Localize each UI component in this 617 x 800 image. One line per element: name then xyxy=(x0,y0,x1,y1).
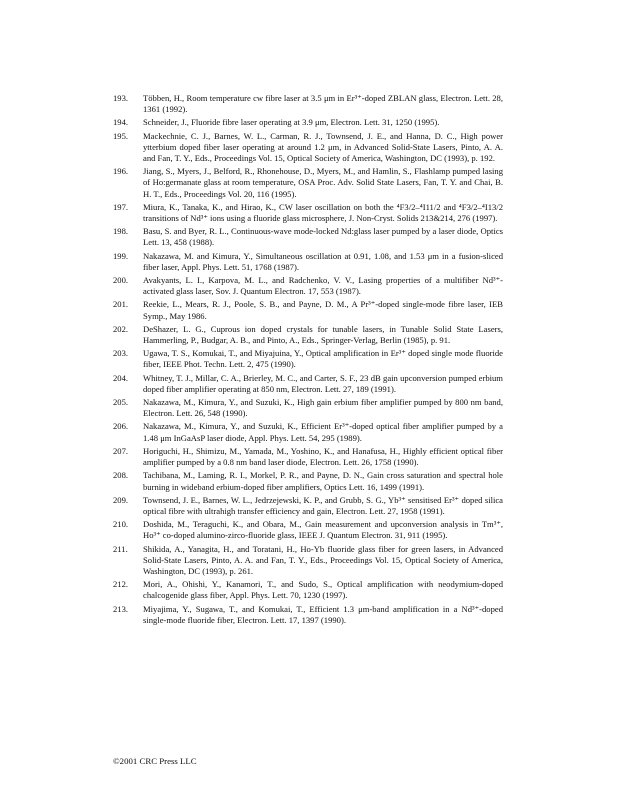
reference-number: 199. xyxy=(113,250,129,261)
reference-number: 197. xyxy=(113,201,129,212)
reference-item xyxy=(113,226,503,248)
reference-number: 200. xyxy=(113,275,129,286)
reference-text: Ugawa, T. S., Komukai, T., and Miyajuina, Y., Optical amplification in Er³⁺ doped single mode fluoride fiber, IEEE Phot. Techn. Lett. 2, 475 (1990). xyxy=(143,348,503,370)
reference-item xyxy=(113,275,503,297)
reference-item xyxy=(113,166,503,200)
reference-text: Nakazawa, M., Kimura, Y., and Suzuki, K., High gain erbium fiber amplifier pumped by 800 nm band, Electron. Lett. 26, 548 (1990). xyxy=(143,397,503,419)
reference-text: Miura, K., Tanaka, K., and Hirao, K., CW laser oscillation on both the ⁴F3/2–⁴I11/2 and ⁴F3/2–⁴I13/2 transitions of Nd³⁺ ions using a fluoride glass microsphere, J. Non-Cryst. Solids 213&214, 276 (1997). xyxy=(143,201,503,224)
reference-number: 209. xyxy=(113,494,129,505)
reference-text: Shikida, A., Yanagita, H., and Toratani, H., Ho-Yb fluoride glass fiber for green lasers, in Advanced Solid-State Lasers, Pinto, A. A. and Fan, T. Y., Eds., Proceedings Vol. 15, Optical Society of America, Washington, DC (1993), p. 261. xyxy=(143,543,503,576)
reference-number: 195. xyxy=(113,130,129,141)
reference-item xyxy=(113,519,503,541)
reference-text: Nakazawa, M. and Kimura, Y., Simultaneous oscillation at 0.91, 1.08, and 1.53 μm in a fusion-sliced fiber laser, Appl. Phys. Lett. 51, 1768 (1987). xyxy=(143,250,503,272)
reference-number: 203. xyxy=(113,348,129,359)
reference-text: Townsend, J. E., Barnes, W. L., Jedrzejewski, K. P., and Grubb, S. G., Yb³⁺ sensitised Er³⁺ doped silica optical fibre with ultrahigh transfer efficiency and gain, Electron. Lett. 27, 1958 (1991). xyxy=(143,494,503,516)
reference-item xyxy=(113,604,503,626)
reference-number: 210. xyxy=(113,519,129,530)
reference-text: Basu, S. and Byer, R. L., Continuous-wave mode-locked Nd:glass laser pumped by a laser diode, Optics Lett. 13, 458 (1988). xyxy=(143,226,503,248)
reference-number: 193. xyxy=(113,93,129,103)
reference-text: Nakazawa, M., Kimura, Y., and Suzuki, K., Efficient Er³⁺-doped optical fiber amplifier pumped by a 1.48 μm InGaAsP laser diode, Appl. Phys. Lett. 54, 295 (1989). xyxy=(143,421,503,443)
reference-number: 202. xyxy=(113,323,129,334)
reference-item xyxy=(113,544,503,578)
reference-item xyxy=(113,348,503,370)
reference-number: 207. xyxy=(113,445,129,456)
reference-number: 201. xyxy=(113,299,129,310)
reference-item xyxy=(113,93,503,115)
reference-item xyxy=(113,470,503,492)
reference-text: Avakyants, L. I., Karpova, M. L., and Radchenko, V. V., Lasing properties of a multifiber Nd³⁺-activated glass laser, Sov. J. Quantum Electron. 17, 553 (1987). xyxy=(143,275,503,297)
reference-item xyxy=(113,373,503,395)
reference-text: Miyajima, Y., Sugawa, T., and Komukai, T., Efficient 1.3 μm-band amplification in a Nd³⁺-doped single-mode fluoride fiber, Electron. Lett. 17, 1397 (1990). xyxy=(143,603,503,625)
reference-text: Horiguchi, H., Shimizu, M., Yamada, M., Yoshino, K., and Hanafusa, H., Highly efficient optical fiber amplifier pumped by a 0.8 nm band laser diode, Electron. Lett. 26, 1758 (1990). xyxy=(143,445,503,468)
reference-number: 194. xyxy=(113,117,129,128)
reference-item xyxy=(113,421,503,443)
reference-text: DeShazer, L. G., Cuprous ion doped crystals for tunable lasers, in Tunable Solid State Lasers, Hammerling, P., Budgar, A. B., and Pinto, A., Eds., Springer-Verlag, Berlin (1985), p. 91. xyxy=(143,323,503,346)
reference-item xyxy=(113,579,503,601)
reference-text: Schneider, J., Fluoride fibre laser operating at 3.9 μm, Electron. Lett. 31, 1250 (1995). xyxy=(143,117,440,128)
reference-item xyxy=(113,117,503,128)
reference-number: 198. xyxy=(113,226,129,237)
reference-text: Reekie, L., Mears, R. J., Poole, S. B., and Payne, D. M., A Pr³⁺-doped single-mode fibre laser, IEB Symp., May 1986. xyxy=(143,299,503,321)
reference-list xyxy=(113,93,503,628)
reference-text: Whitney, T. J., Millar, C. A., Brierley, M. C., and Carter, S. F., 23 dB gain upconversion pumped erbium doped fiber amplifier operating at 850 nm, Electron. Lett. 27, 189 (1991). xyxy=(143,372,503,394)
reference-item xyxy=(113,202,503,224)
reference-number: 213. xyxy=(113,603,129,614)
reference-text: Tachibana, M., Laming, R. I., Morkel, P. R., and Payne, D. N., Gain cross saturation and spectral hole burning in wideband erbium-doped fiber amplifiers, Optics Lett. 16, 1499 (1991). xyxy=(143,470,503,492)
reference-text: Mori, A., Ohishi, Y., Kanamori, T., and Sudo, S., Optical amplification with neodymium-doped chalcogenide glass fiber, Appl. Phys. Lett. 70, 1230 (1997). xyxy=(143,579,503,601)
reference-number: 208. xyxy=(113,470,129,481)
reference-text: Doshida, M., Teraguchi, K., and Obara, M., Gain measurement and upconversion analysis in Tm³⁺, Ho³⁺ co-doped alumino-zirco-fluoride glass, IEEE J. Quantum Electron. 31, 911 (1995). xyxy=(143,519,503,541)
reference-item xyxy=(113,131,503,165)
reference-number: 212. xyxy=(113,579,129,590)
reference-item xyxy=(113,397,503,419)
reference-text: Jiang, S., Myers, J., Belford, R., Rhonehouse, D., Myers, M., and Hamlin, S., Flashlamp pumped lasing of Ho:germanate glass at room temperature, OSA Proc. Adv. Solid State Lasers, Fan, T. Y. and Chai, B. H. T., Eds., Proceedings Vol. 20, 116 (1995). xyxy=(143,166,503,199)
reference-text: Mackechnie, C. J., Barnes, W. L., Carman, R. J., Townsend, J. E., and Hanna, D. C., High power ytterbium doped fiber laser operating at around 1.2 μm, in Advanced Solid-State Lasers, Pinto, A. A. and Fan, T. Y., Eds., Proceedings Vol. 15, Optical Society of America, Washington, DC (1993), p. 192. xyxy=(143,130,503,164)
copyright-footer: ©2001 CRC Press LLC xyxy=(113,756,197,766)
reference-number: 206. xyxy=(113,421,129,432)
reference-number: 205. xyxy=(113,397,129,408)
reference-item xyxy=(113,299,503,321)
reference-text: Többen, H., Room temperature cw fibre laser at 3.5 μm in Er³⁺-doped ZBLAN glass, Electron. Lett. 28, 1361 (1992). xyxy=(143,93,503,115)
reference-item xyxy=(113,251,503,273)
reference-number: 196. xyxy=(113,166,129,177)
reference-number: 211. xyxy=(113,543,128,554)
reference-item xyxy=(113,324,503,346)
reference-number: 204. xyxy=(113,372,129,383)
reference-item xyxy=(113,446,503,468)
reference-item xyxy=(113,495,503,517)
